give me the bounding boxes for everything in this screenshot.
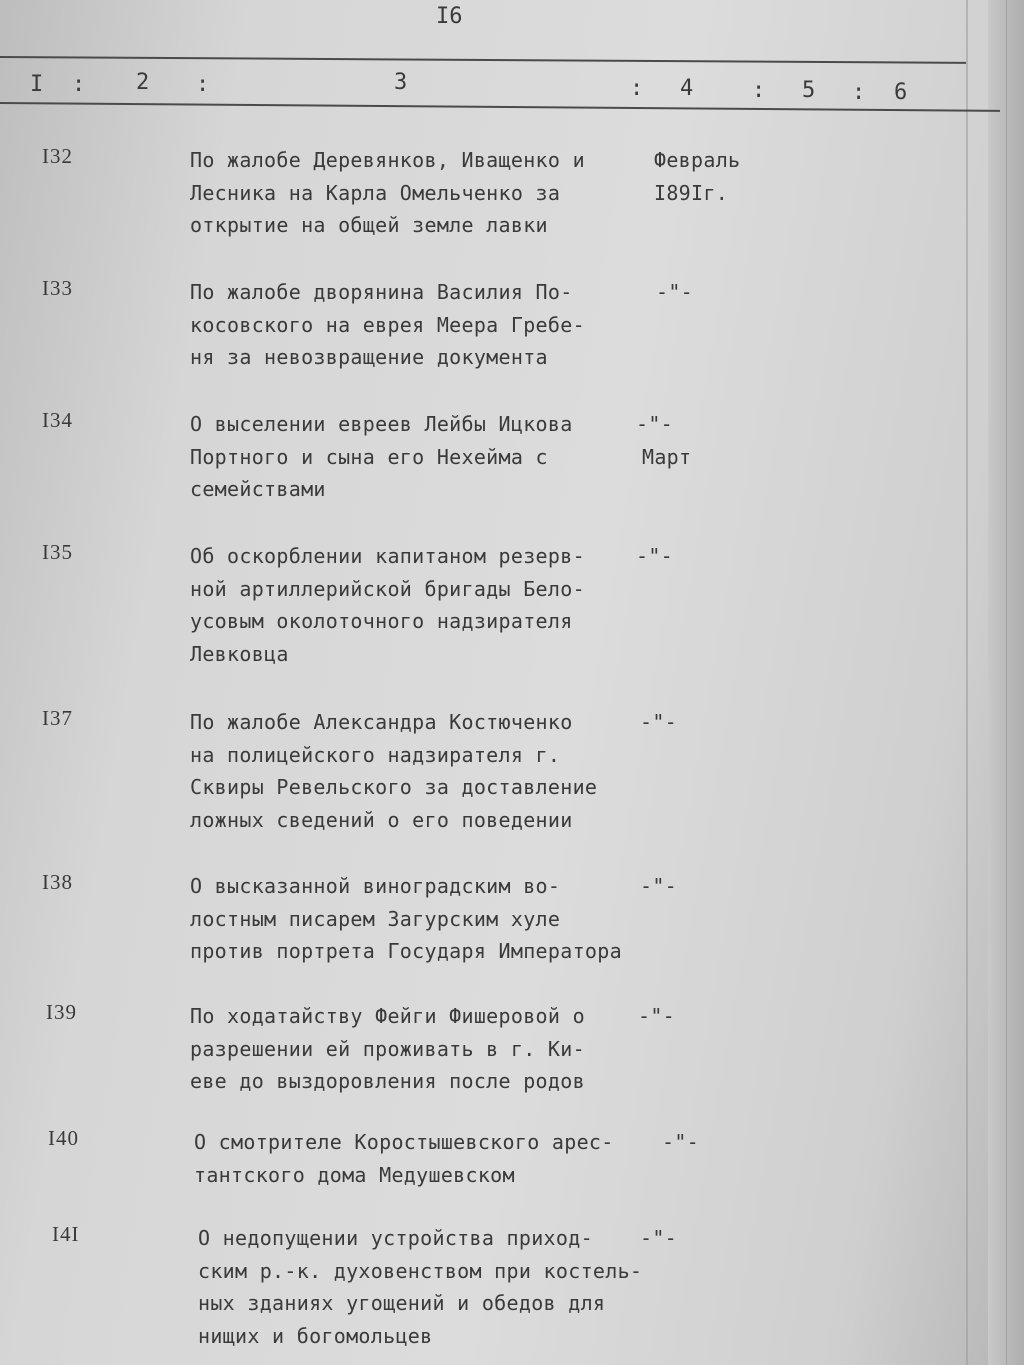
entry-title-line: О высказанной виноградским во- bbox=[190, 874, 561, 898]
header-rule-top bbox=[0, 56, 966, 64]
entry-number: I32 bbox=[42, 144, 73, 168]
entry-date bbox=[640, 706, 677, 739]
entry-title-line: ложных сведений о его поведении bbox=[190, 807, 573, 832]
entry-title-line: Портного и сына его Нехейма с bbox=[190, 444, 548, 469]
column-6-label: 6 bbox=[894, 80, 908, 105]
entry-title-line: нищих и богомольцев bbox=[198, 1323, 433, 1348]
entry-title-line: Сквиры Ревельского за доставление bbox=[190, 775, 598, 799]
entry-date-line: -"- bbox=[636, 544, 674, 568]
entry-title-line: По ходатайству Фейги Фишеровой о bbox=[190, 1004, 585, 1028]
entry-title bbox=[190, 1000, 660, 1098]
entry-number: I40 bbox=[48, 1126, 79, 1150]
column-separator: : bbox=[630, 76, 644, 101]
entry-number: I39 bbox=[46, 1000, 77, 1024]
entry-date-line: -"- bbox=[636, 412, 674, 436]
entry-date-line: -"- bbox=[640, 874, 678, 898]
column-separator: : bbox=[72, 72, 86, 97]
entry-number: I4I bbox=[52, 1222, 80, 1246]
entry-title-line: против портрета Государя Императора bbox=[190, 939, 622, 963]
column-separator: : bbox=[852, 80, 866, 105]
entry-title-line: Левковца bbox=[190, 641, 289, 666]
entry-title bbox=[190, 870, 660, 968]
header-rule-bottom bbox=[0, 102, 1000, 112]
column-5-label: 5 bbox=[802, 78, 816, 103]
entry-date bbox=[636, 408, 691, 473]
entry-date-line: -"- bbox=[640, 1226, 678, 1250]
column-4-label: 4 bbox=[680, 76, 694, 101]
entry-title-line: косовского на еврея Меера Гребе- bbox=[190, 312, 585, 337]
paper-edge-shadow bbox=[1006, 0, 1007, 1365]
entry-number: I34 bbox=[42, 408, 73, 432]
entry-title-line: По жалобе Александра Костюченко bbox=[190, 710, 573, 734]
column-separator: : bbox=[196, 72, 210, 97]
entry-number: I35 bbox=[42, 540, 73, 564]
entry-date-line: Март bbox=[642, 444, 692, 469]
column-3-label: 3 bbox=[394, 70, 408, 95]
entry-title-line: тантского дома Медушевском bbox=[194, 1162, 515, 1187]
entry-date-line: -"- bbox=[638, 1004, 676, 1028]
entry-title-line: ной артиллерийской бригады Бело- bbox=[190, 576, 585, 601]
entry-date-line: I89Iг. bbox=[654, 180, 729, 205]
column-separator: : bbox=[752, 78, 766, 103]
entry-title-line: усовым околоточного надзирателя bbox=[190, 609, 573, 633]
paper-edge bbox=[966, 0, 968, 1365]
entry-date bbox=[654, 144, 740, 209]
entry-number: I38 bbox=[42, 870, 73, 894]
entry-title bbox=[190, 706, 660, 836]
entry-title bbox=[190, 144, 660, 242]
entry-title-line: О выселении евреев Лейбы Ицкова bbox=[190, 412, 573, 436]
entry-title-line: еве до выздоровления после родов bbox=[190, 1069, 585, 1093]
entry-title-line: лостным писарем Загурским хуле bbox=[190, 906, 561, 931]
entry-title-line: По жалобе Деревянков, Иващенко и bbox=[190, 148, 585, 172]
entry-date bbox=[638, 1000, 675, 1033]
column-1-label: I bbox=[30, 72, 44, 97]
entry-number: I33 bbox=[42, 276, 73, 300]
entry-number: I37 bbox=[42, 706, 73, 730]
entry-title-line: разрешении ей проживать в г. Ки- bbox=[190, 1036, 585, 1061]
column-2-label: 2 bbox=[136, 70, 150, 95]
entry-title-line: ским р.-к. духовенством при костель- bbox=[198, 1258, 643, 1283]
entry-date bbox=[640, 870, 677, 903]
entry-title-line: на полицейского надзирателя г. bbox=[190, 742, 561, 767]
entry-title bbox=[190, 408, 660, 506]
entry-date-line: Февраль bbox=[654, 148, 741, 172]
entry-title-line: О смотрителе Коростышевского арес- bbox=[194, 1130, 614, 1154]
entry-date-line: -"- bbox=[662, 1130, 700, 1154]
entry-date-line: -"- bbox=[640, 710, 678, 734]
entry-title-line: семействами bbox=[190, 477, 326, 501]
entry-title bbox=[198, 1222, 668, 1352]
entry-date bbox=[662, 1126, 699, 1159]
entry-title-line: открытие на общей земле лавки bbox=[190, 213, 548, 237]
page-number: I6 bbox=[436, 4, 463, 29]
entry-date-line: -"- bbox=[656, 280, 694, 304]
entry-title-line: По жалобе дворянина Василия По- bbox=[190, 280, 573, 304]
entry-title-line: О недопущении устройства приход- bbox=[198, 1226, 593, 1250]
entry-date bbox=[640, 1222, 677, 1255]
entry-title-line: ных зданиях угощений и обедов для bbox=[198, 1291, 606, 1315]
entry-title bbox=[190, 540, 660, 670]
entry-title-line: Об оскорблении капитаном резерв- bbox=[190, 544, 585, 568]
entry-title-line: Лесника на Карла Омельченко за bbox=[190, 180, 561, 205]
entry-title-line: ня за невозвращение документа bbox=[190, 345, 548, 369]
entry-title bbox=[194, 1126, 664, 1191]
entry-title bbox=[190, 276, 660, 374]
entry-date bbox=[636, 540, 673, 573]
entry-date bbox=[656, 276, 693, 309]
